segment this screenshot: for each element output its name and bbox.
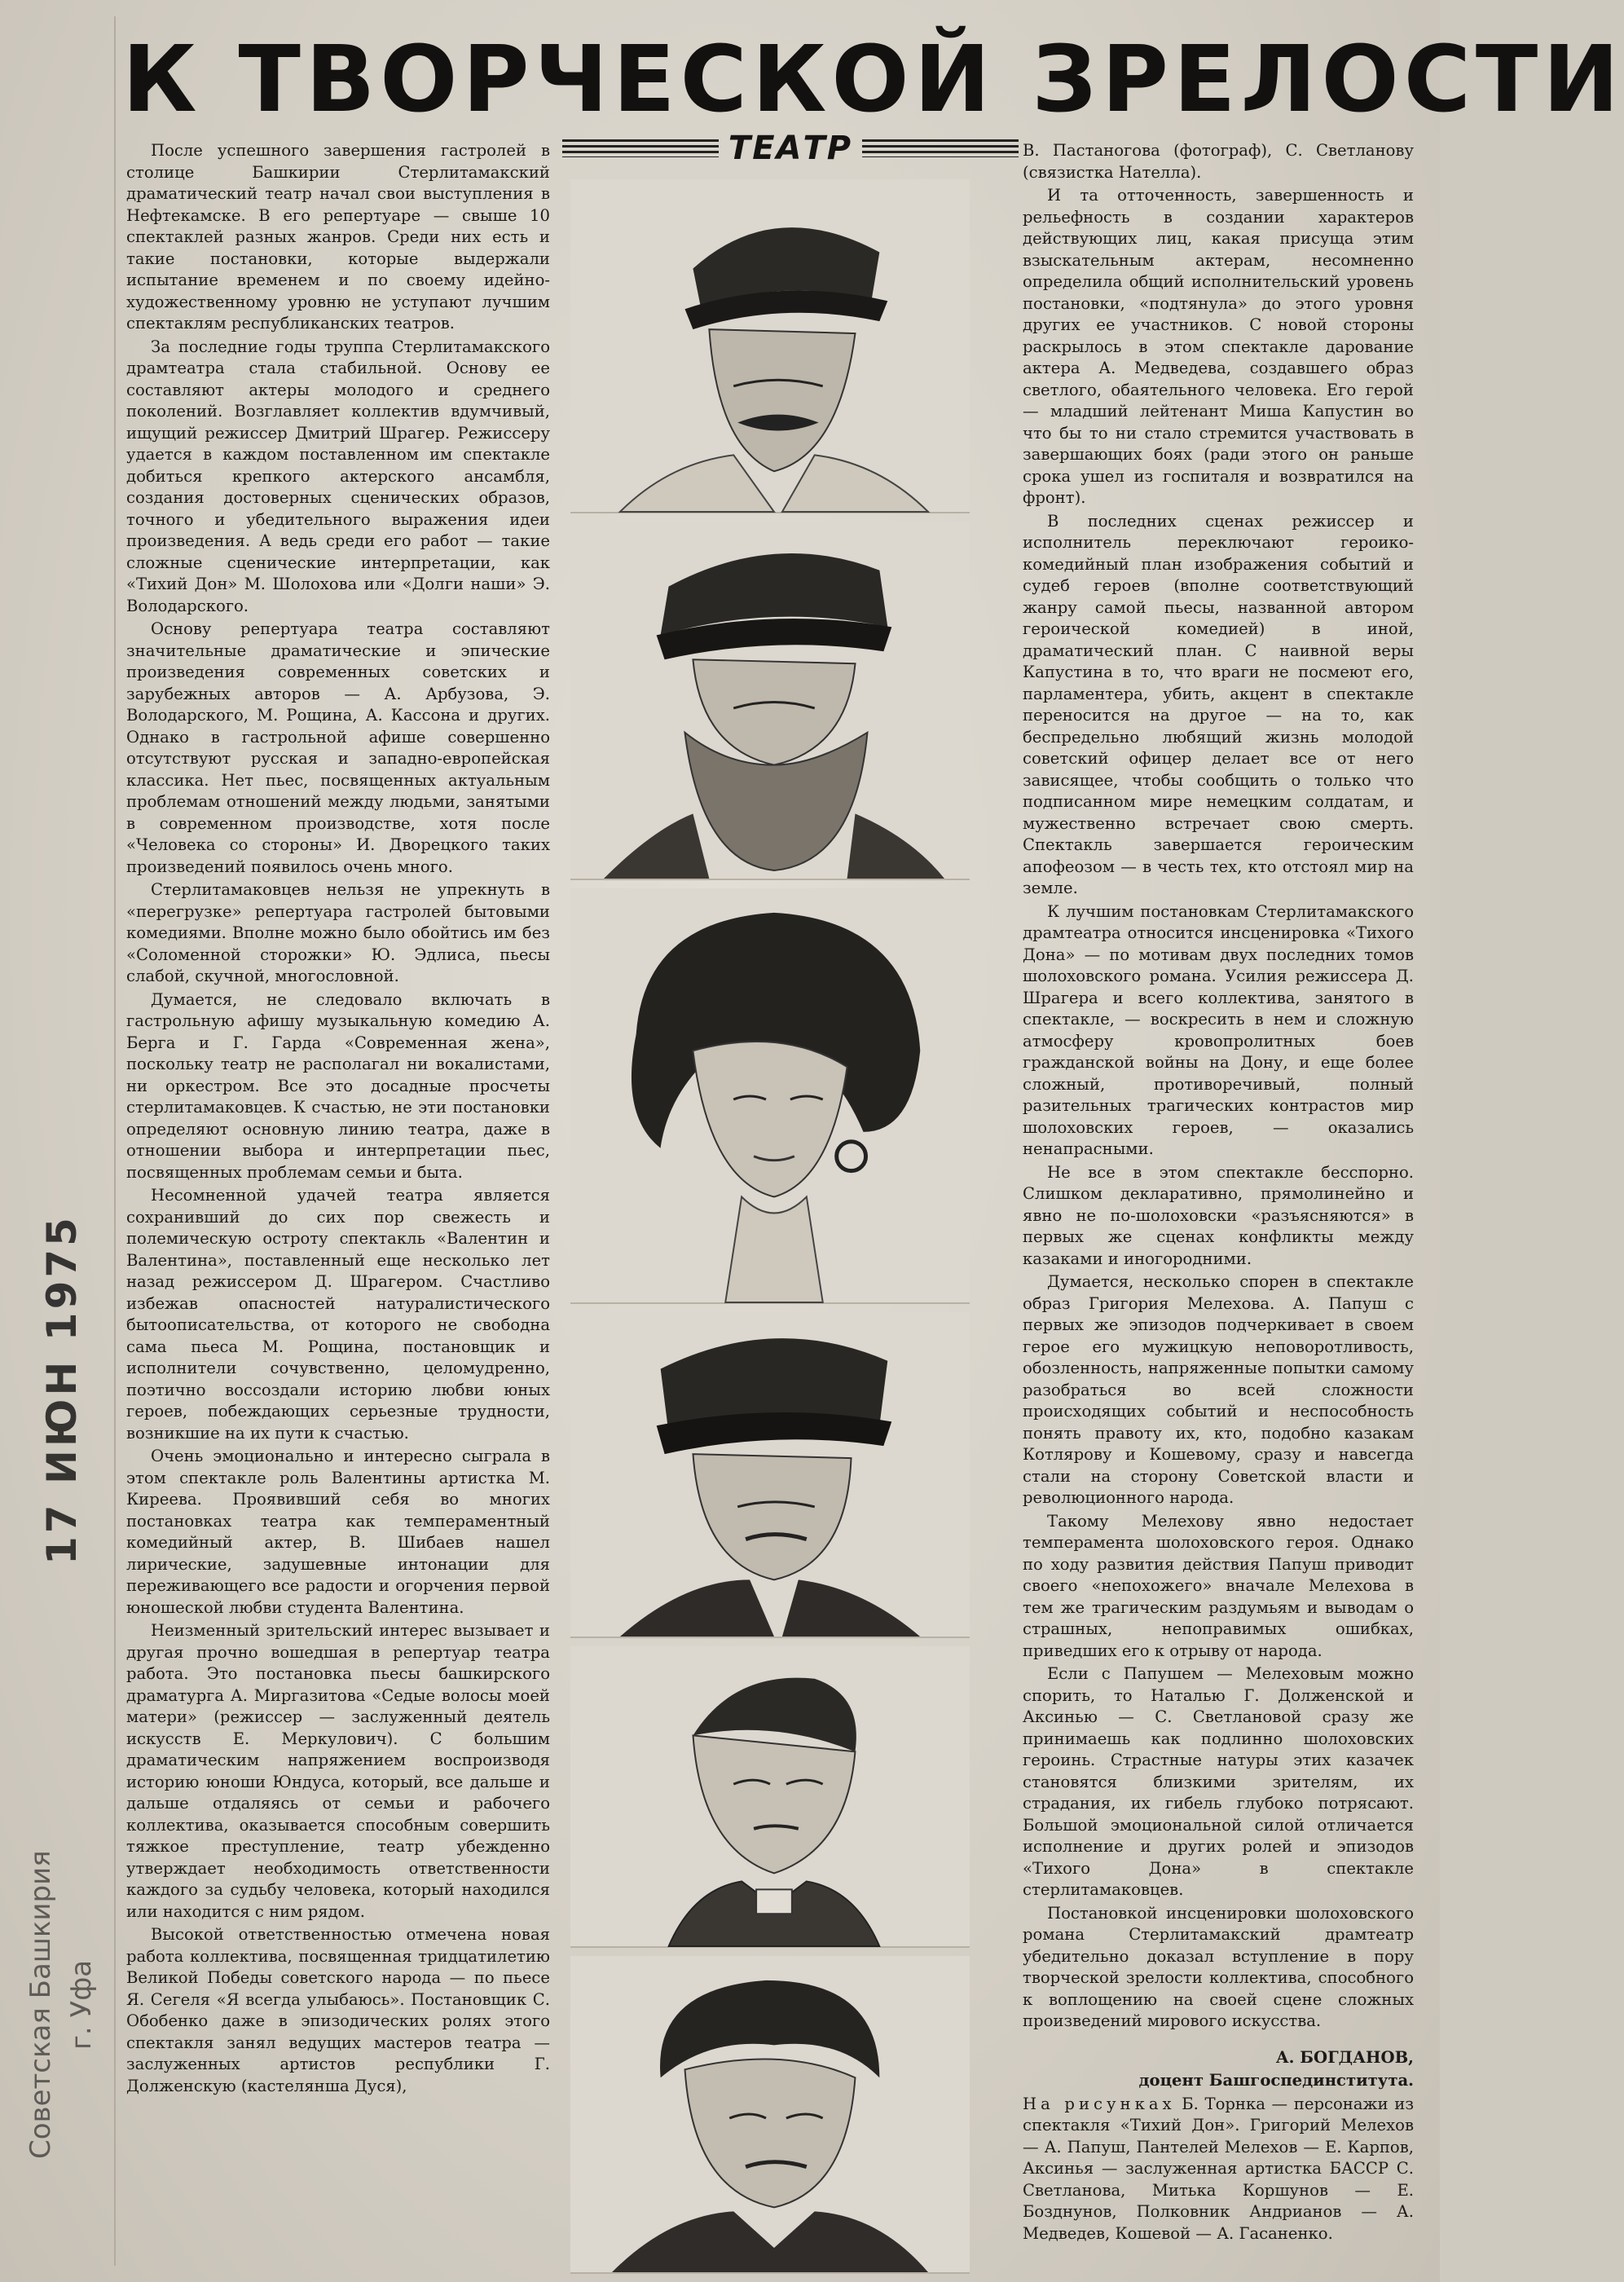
archive-source-stamp	[24, 1777, 98, 2233]
paragraph: В. Пастаногова (фотограф), С. Светланову (связистка Нателла).	[1023, 141, 1414, 182]
portrait-illustration-mitka	[570, 1312, 970, 1638]
paragraph: Если с Папушем — Мелеховым можно спорить, то Наталью Г. Долженской и Аксинью — С. Светлановой сразу же принимаешь как подлинно шолоховских героинь. Страстные натуры этих казачек становятся близкими зрителям, их страдания, их гибель глубоко потрясают. Большой эмоциональной силой отличается исполнение и других ролей и эпизодов «Тихого Дона» в спектакле стерлитамаковцев.	[1023, 1664, 1414, 1899]
sketch-bearded-man-icon	[570, 522, 970, 879]
paragraph: Не все в этом спектакле бесспорно. Слишком декларативно, прямолинейно и явно не по-шолоховски «разъясняются» в первых же сценах конфликты между казаками и иногородними.	[1023, 1162, 1414, 1268]
sketch-curly-hair-man-icon	[570, 1956, 970, 2272]
paragraph: И та отточенность, завершенность и рельефность в создании характеров действующих лиц, какая присуща этим взыскательным актерам, несомненно определила общий исполнительский уровень постановки, «подтянула» до этого уровня других ее участников. С новой стороны раскрылось в этом спектакле дарование актера А. Медведева, создавшего образ светлого, обаятельного человека. Его герой — младший лейтенант Миша Капустин во что бы то ни стало стремится участвовать в завершающих боях (ради этого он раньше срока ушел из госпиталя и возвратился на фронт).	[1023, 186, 1414, 507]
paragraph: Думается, несколько спорен в спектакле образ Григория Мелехова. А. Папуш с первых же эпизодов подчеркивает в своем герое его мужицкую неповоротливость, обозленность, напряженные попытки самому разобраться во всей сложности происходящих событий и неспособность понять правоту их, кто, подобно казакам Котлярову и Кошевому, сразу и навсегда стали на сторону Советской власти и революционного народа.	[1023, 1272, 1414, 1507]
author-name: А. БОГДАНОВ,	[1275, 2047, 1414, 2067]
article-column-left	[126, 140, 550, 2259]
portrait-illustration-koshevoy	[570, 1956, 970, 2274]
paragraph: Такому Мелехову явно недостает темперамента шолоховского героя. Однако по ходу развития действия Папуш приводит своего «непохожего» вначале Мелехова в тем же трагическим раздумьям и выводам о страшных, непоправимых ошибках, приведших его к отрыву от народа.	[1023, 1511, 1414, 1660]
portrait-illustrations	[570, 179, 970, 2274]
portrait-illustration-andrianov	[570, 1646, 970, 1948]
paragraph: Высокой ответственностью отмечена новая работа коллектива, посвященная тридцатилетию Великой Победы советского народа — по пьесе Я. Сегеля «Я всегда улыбаюсь». Постановщик С. Обобенко даже в эпизодических ролях этого спектакля занял ведущих мастеров театра — заслуженных артистов республики Г. Долженскую (кастелянша Дуся),	[126, 1925, 550, 2095]
caption-text: Б. Торнка — персонажи из спектакля «Тихий Дон». Григорий Мелехов — А. Папуш, Пантелей Мелехов — Е. Карпов, Аксинья — заслуженная артистка БАССР С. Светланова, Митька Коршунов — Е. Бозднунов, Полковник Андрианов — А. Медведев, Кошевой — А. Гасаненко.	[1023, 2094, 1414, 2243]
article-headline: К ТВОРЧЕСКОЙ ЗРЕЛОСТИ	[122, 27, 1624, 133]
sketch-officer-icon	[570, 1646, 970, 1946]
author-role: доцент Башгоспединститута.	[1138, 2071, 1414, 2090]
portrait-illustration-aksinya	[570, 888, 970, 1304]
rubric-rule-left	[562, 139, 719, 157]
paragraph: За последние годы труппа Стерлитамакского драмтеатра стала стабильной. Основу ее составляют актеры молодого и среднего поколений. Возглавляет коллектив вдумчивый, ищущий режиссер Дмитрий Шрагер. Режиссеру удается в каждом поставленном им спектакле добиться крепкого актерского ансамбля, создания достоверных сценических образов, точного и убедительного выражения идеи произведения. А ведь среди его работ — такие сложные сценические интерпретации, как «Тихий Дон» М. Шолохова или «Долги наши» Э. Володарского.	[126, 337, 550, 615]
article-column-right	[1023, 140, 1414, 2259]
paragraph: Неизменный зрительский интерес вызывает и другая прочно вошедшая в репертуар театра работа. Это постановка пьесы башкирского драматурга А. Миргазитова «Седые волосы моей матери» (режиссер — заслуженный деятель искусств Е. Меркулович). С большим драматическим напряжением воспроизводя историю юноши Юндуса, который, все дальше и дальше отдаляясь от семьи и рабочего коллектива, оказывается способным совершить тяжкое преступление, театр убежденно утверждает необходимость ответственности каждого за судьбу человека, который находился или находится с ним рядом.	[126, 1621, 550, 1921]
illustration-caption	[1023, 2094, 1414, 2245]
paragraph: Стерлитамаковцев нельзя не упрекнуть в «перегрузке» репертуара гастролей бытовыми комедиями. Вполне можно было обойтись им без «Соломенной сторожки» Ю. Эдлиса, пьесы слабой, скучной, многословной.	[126, 880, 550, 985]
portrait-illustration-panteley	[570, 522, 970, 880]
archive-date-stamp: 17 ИЮН 1975	[38, 1214, 86, 1565]
paragraph: К лучшим постановкам Стерлитамакского драмтеатра относится инсценировка «Тихого Дона» — по мотивам двух последних томов шолоховского романа. Усилия режиссера Д. Шрагера и всего коллектива, занятого в спектакле, — воскресить в нем и сложную атмосферу кровопролитных боев гражданской войны на Дону, и еще более сложный, противоречивый, полный разительных трагических контрастов мир шолоховских героев, — оказались ненапрасными.	[1023, 901, 1414, 1158]
paragraph: Основу репертуара театра составляют значительные драматические и эпические произведения современных советских и зарубежных авторов — А. Арбузова, Э. Володарского, М. Рощина, А. Кассона и других. Однако в гастрольной афише совершенно отсутствуют русская и западно-европейская классика. Нет пьес, посвященных актуальным проблемам отношений между людьми, занятыми в современном производстве, хотя после «Человека со стороны» И. Дворецкого таких произведений появилось очень много.	[126, 619, 550, 876]
paragraph: После успешного завершения гастролей в столице Башкирии Стерлитамакский драматический театр начал свои выступления в Нефтекамске. В его репертуаре — свыше 10 спектаклей разных жанров. Среди них есть и такие постановки, которые выдержали испытание временем и по своему идейно-художественному уровню не уступают лучшим спектаклям республиканских театров.	[126, 141, 550, 333]
sketch-woman-hair-icon	[570, 888, 970, 1302]
paragraph: Постановкой инсценировки шолоховского романа Стерлитамакский драмтеатр убедительно доказал вступление в пору творческой зрелости коллектива, способного к воплощению на своей сцене сложных произведений мирового искусства.	[1023, 1903, 1414, 2030]
paragraph: Несомненной удачей театра является сохранивший до сих пор свежесть и полемическую остроту спектакль «Валентин и Валентина», поставленный еще несколько лет назад режиссером Д. Шрагером. Счастливо избежав опасностей натуралистического бытоописательства, от которого не свободна сама пьеса М. Рощина, постановщик и исполнители сочувственно, целомудренно, поэтично воссоздали историю любви юных героев, побеждающих серьезные трудности, возникшие на их пути к счастью.	[126, 1186, 550, 1443]
paragraph: Очень эмоционально и интересно сыграла в этом спектакле роль Валентины артистка М. Киреева. Проявивший себя во многих постановках театра как темпераментный комедийный актер, В. Шибаев нашел лирические, задушевные интонации для переживающего все радости и огорчения первой юношеской любви студента Валентина.	[126, 1447, 550, 1617]
sketch-cap-moustache-icon	[570, 179, 970, 512]
rubric-rule-right	[862, 139, 1019, 157]
portrait-illustration-grigory	[570, 179, 970, 513]
sketch-young-cossack-icon	[570, 1312, 970, 1637]
source-newspaper: Советская Башкирия	[24, 1850, 57, 2160]
section-rubric	[562, 130, 1019, 166]
source-city: г. Уфа	[65, 1959, 98, 2051]
paragraph: В последних сценах режиссер и исполнитель переключают героико-комедийный план изображения событий и судеб героев (вполне соответствующий жанру самой пьесы, названной автором героической комедией) в иной, драматический план. С наивной веры Капустина в то, что враги не посмеют его, парламентера, убить, акцент в спектакле переносится на другое — на то, как беспредельно любящий жизнь молодой советский офицер делает все от него зависящее, чтобы сообщить о только что подписанном мире немецким солдатам, и мужественно встречает свою смерть. Спектакль завершается героическим апофеозом — в честь тех, кто отстоял мир на земле.	[1023, 511, 1414, 897]
caption-lead: На рисунках	[1023, 2094, 1176, 2113]
paragraph: Думается, не следовало включать в гастрольную афишу музыкальную комедию А. Берга и Г. Гарда «Современная жена», поскольку театр не располагал ни вокалистами, ни оркестром. Все это досадные просчеты стерлитамаковцев. К счастью, не эти постановки определяют основную линию театра, даже в отношении выбора и интерпретации пьес, посвященных проблемам семьи и быта.	[126, 989, 550, 1182]
clipping-edge	[114, 16, 116, 2266]
rubric-label: ТЕАТР	[728, 130, 853, 167]
